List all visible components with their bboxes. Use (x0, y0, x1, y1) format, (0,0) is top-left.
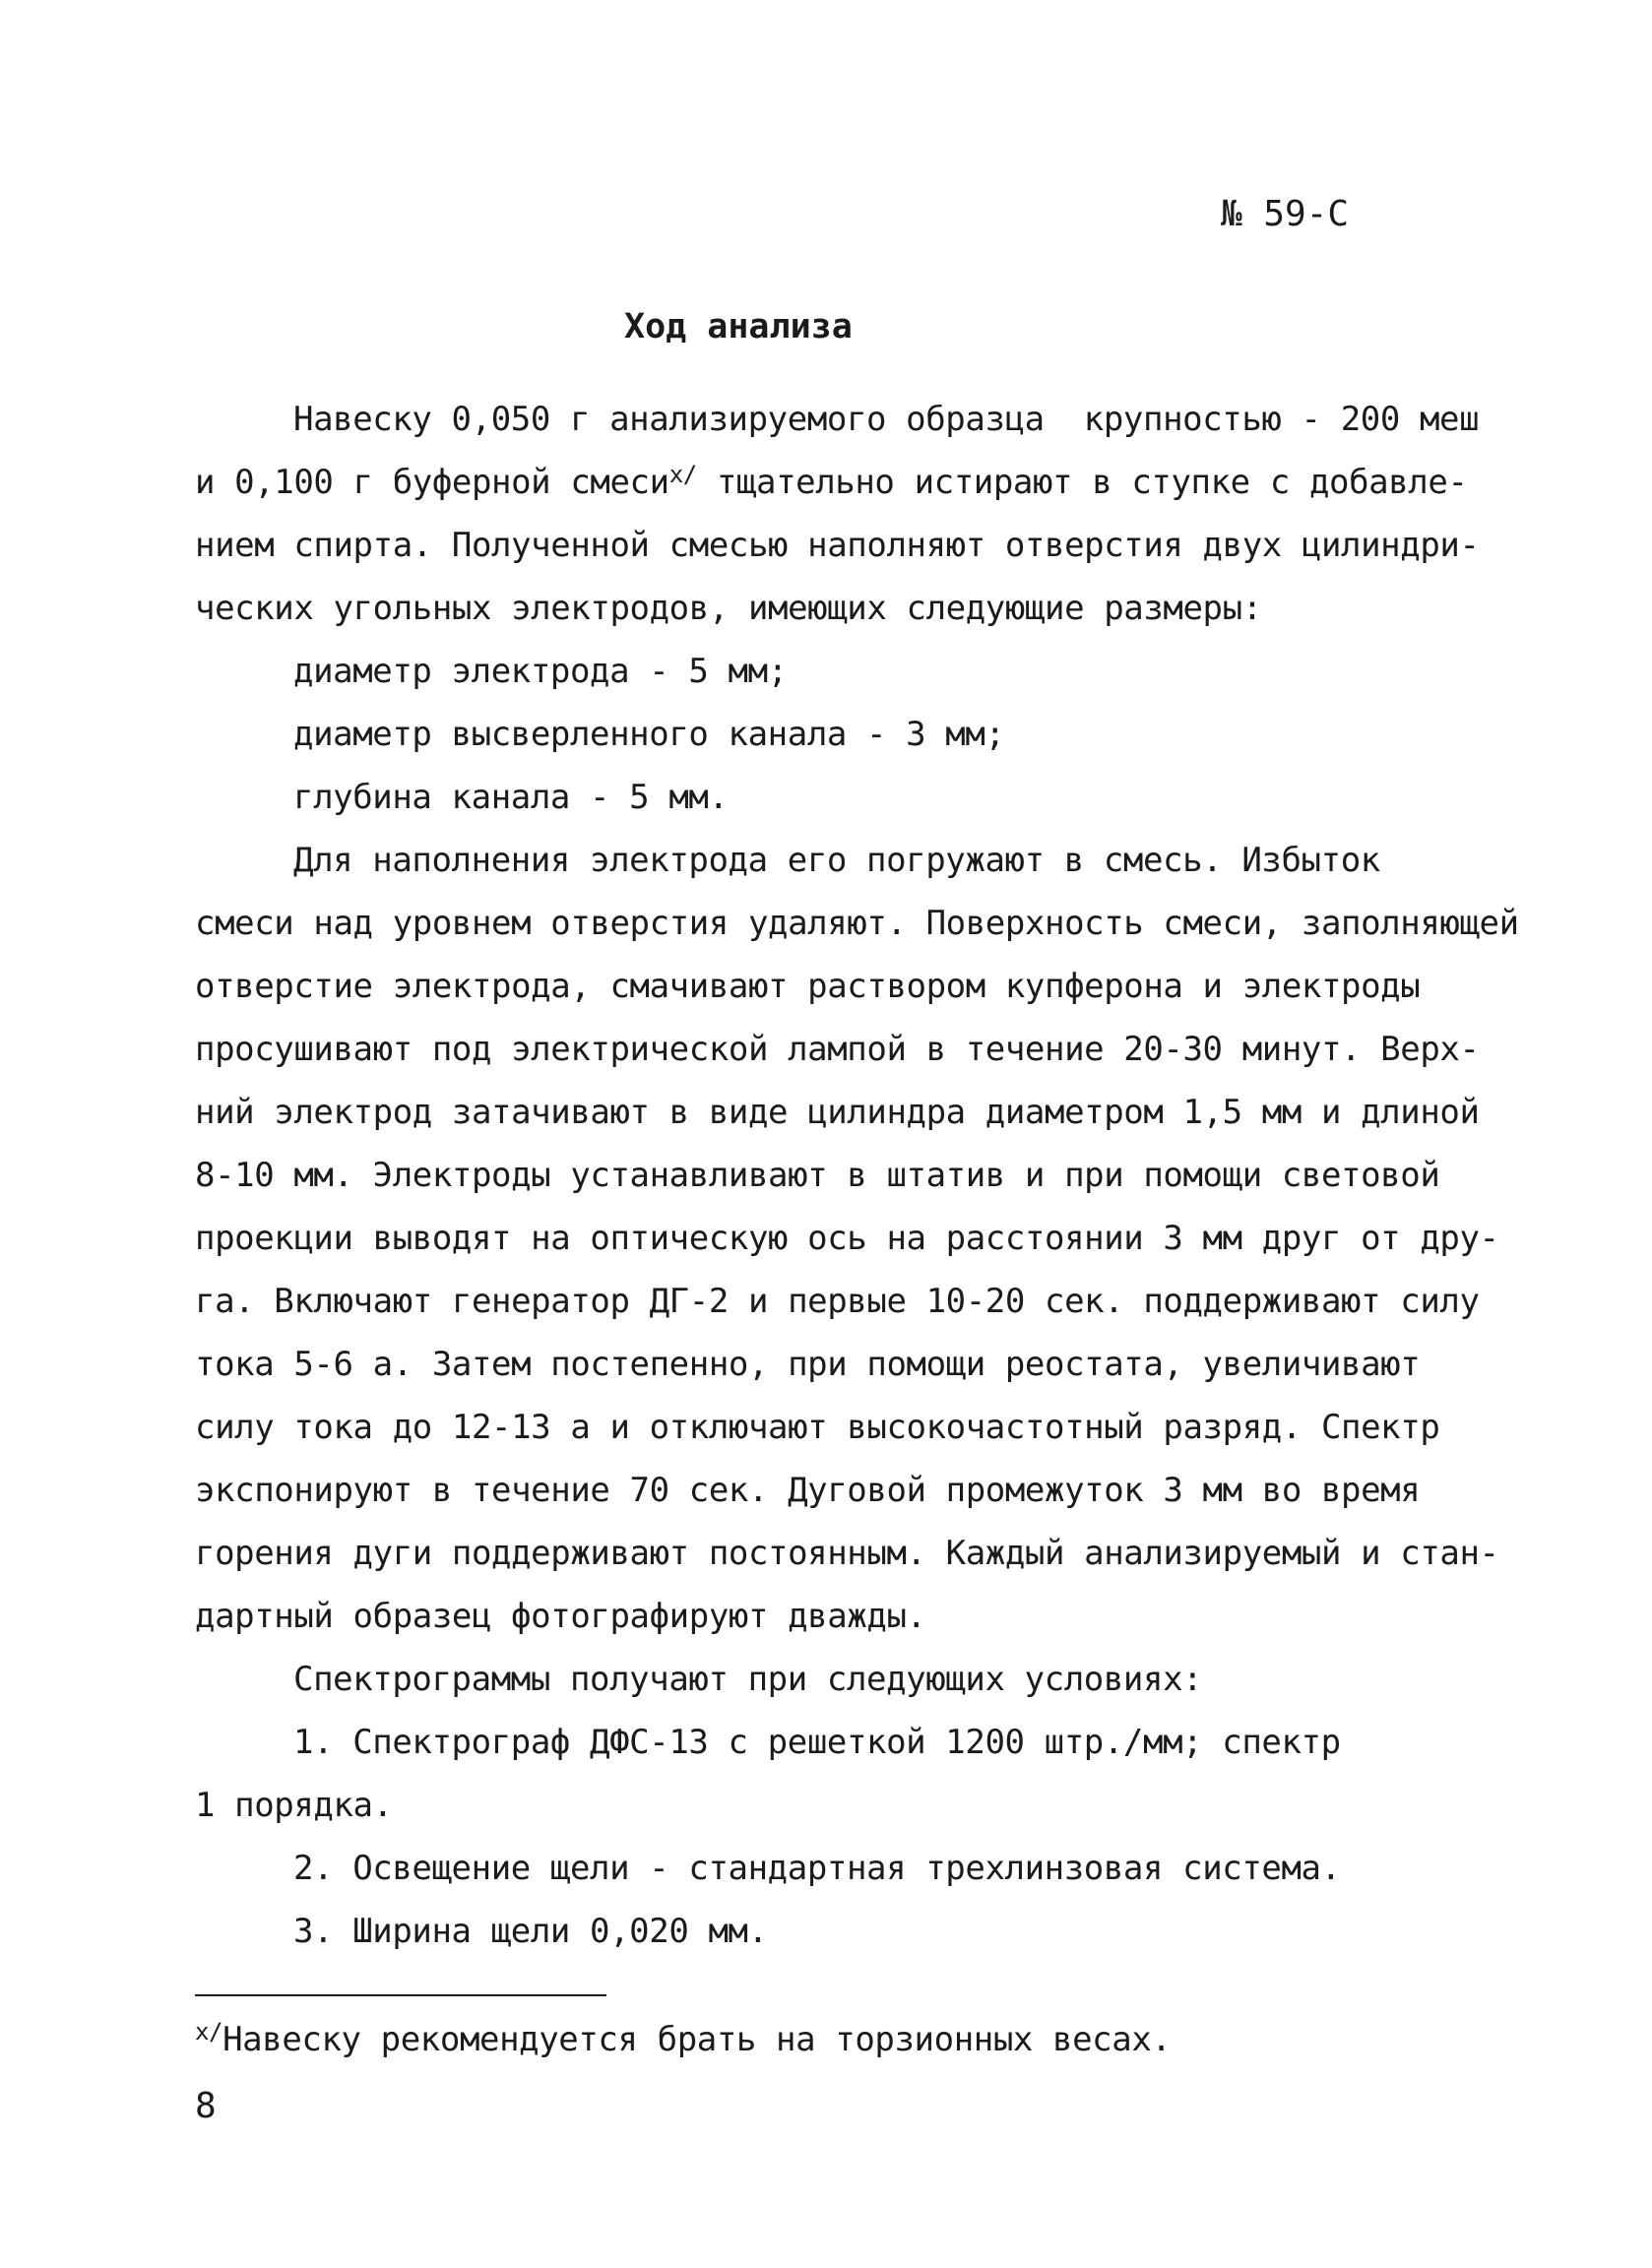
body-line: проекции выводят на оптическую ось на расстоянии 3 мм друг от дру- (195, 1219, 1499, 1258)
footnote-divider (195, 1994, 606, 1996)
body-line-part: тщательно истирают в ступке с добавле- (696, 463, 1468, 502)
body-line: диаметр высверленного канала - 3 мм; (293, 715, 1005, 754)
footnote-marker: x/ (195, 2018, 223, 2046)
footnote-text: Навеску рекомендуется брать на торзионных весах. (222, 2020, 1172, 2059)
body-line: ний электрод затачивают в виде цилиндра диаметром 1,5 мм и длиной (195, 1093, 1480, 1132)
body-line: 1 порядка. (195, 1786, 393, 1825)
body-line: силу тока до 12-13 а и отключают высокочастотный разряд. Спектр (195, 1408, 1440, 1447)
body-line: 8-10 мм. Электроды устанавливают в штатив и при помощи световой (195, 1156, 1440, 1195)
footnote (195, 2008, 1171, 2071)
body-line: ческих угольных электродов, имеющих следующие размеры: (195, 589, 1262, 628)
body-line-part: и 0,100 г буферной смеси (195, 463, 669, 502)
body-line: нием спирта. Полученной смесью наполняют отверстия двух цилиндри- (195, 526, 1480, 565)
body-line: 2. Освещение щели - стандартная трехлинзовая система. (293, 1849, 1341, 1888)
body-line: просушивают под электрической лампой в течение 20-30 минут. Верх- (195, 1030, 1480, 1069)
body-line: тока 5-6 а. Затем постепенно, при помощи реостата, увеличивают (195, 1345, 1421, 1384)
document-number: № 59-С (1221, 194, 1350, 234)
footnote-reference: x/ (668, 461, 697, 488)
body-line: отверстие электрода, смачивают раствором купферона и электроды (195, 967, 1421, 1006)
body-text (195, 388, 1519, 1963)
body-line: горения дуги поддерживают постоянным. Каждый анализируемый и стан- (195, 1534, 1499, 1573)
body-line: экспонируют в течение 70 сек. Дуговой промежуток 3 мм во время (195, 1471, 1421, 1510)
body-line: га. Включают генератор ДГ-2 и первые 10-20 сек. поддерживают силу (195, 1282, 1480, 1321)
body-line (195, 451, 1475, 514)
section-title: Ход анализа (624, 307, 853, 346)
body-line: Навеску 0,050 г анализируемого образца крупностью - 200 меш (293, 400, 1480, 439)
body-line: дартный образец фотографируют дважды. (195, 1597, 926, 1636)
body-line: 1. Спектрограф ДФС-13 с решеткой 1200 штр./мм; спектр (293, 1723, 1341, 1762)
body-line: 3. Ширина щели 0,020 мм. (293, 1912, 768, 1951)
body-line: Спектрограммы получают при следующих условиях: (293, 1660, 1203, 1699)
body-line: диаметр электрода - 5 мм; (293, 652, 788, 691)
body-line: глубина канала - 5 мм. (293, 778, 729, 817)
body-line: смеси над уровнем отверстия удаляют. Поверхность смеси, заполняющей (195, 904, 1519, 943)
body-line: Для наполнения электрода его погружают в смесь. Избыток (293, 841, 1380, 880)
page-number: 8 (195, 2086, 217, 2126)
